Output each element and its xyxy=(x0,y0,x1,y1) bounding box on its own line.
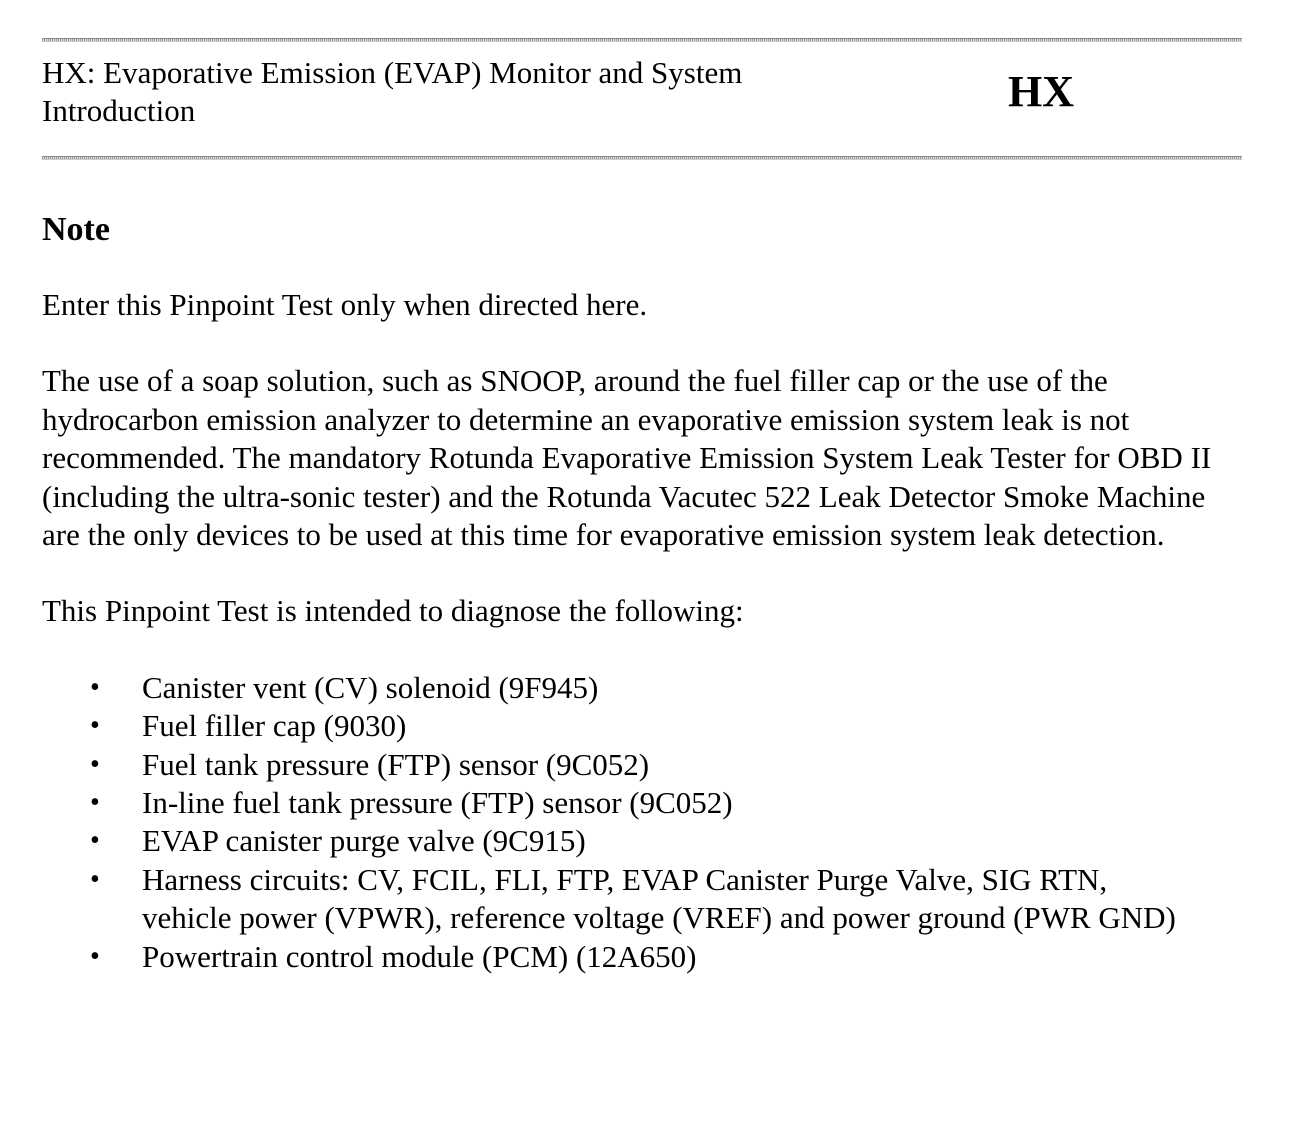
bullet: • xyxy=(90,787,100,819)
paragraph-intended-diagnosis: This Pinpoint Test is intended to diagnose the following: xyxy=(42,593,744,629)
diagnosis-list xyxy=(42,669,1242,976)
list-item xyxy=(42,938,1202,976)
bullet: • xyxy=(90,671,100,703)
list-item-text: EVAP canister purge valve (9C915) xyxy=(142,823,586,859)
list-item-text: Powertrain control module (PCM) (12A650) xyxy=(142,938,697,974)
document-body xyxy=(42,208,1242,976)
list-item xyxy=(42,746,1202,784)
paragraph-leak-detection: The use of a soap solution, such as SNOOP, around the fuel filler cap or the use of the hydrocarbon emission analyzer to determine an evaporative emission system leak is not recommended. The mandatory Rotunda Evaporative Emission System Leak Tester for OBD II (including the ultra-sonic tester) and the Rotunda Vacutec 522 Leak Detector Smoke Machine are the only devices to be used at this time for evaporative emission system leak detection. xyxy=(42,363,1212,553)
header-bottom-rule xyxy=(42,156,1242,160)
bullet: • xyxy=(90,940,100,972)
list-item-text: In-line fuel tank pressure (FTP) sensor (9C052) xyxy=(142,785,733,821)
page-title: HX: Evaporative Emission (EVAP) Monitor and System Introduction xyxy=(42,55,743,128)
section-code: HX xyxy=(1008,67,1074,116)
bullet: • xyxy=(90,710,100,742)
list-item xyxy=(42,822,1202,860)
list-item xyxy=(42,784,1202,822)
bullet: • xyxy=(90,825,100,857)
paragraph-directive: Enter this Pinpoint Test only when directed here. xyxy=(42,287,648,322)
list-item-text: Canister vent (CV) solenoid (9F945) xyxy=(142,669,599,705)
note-heading: Note xyxy=(42,211,110,248)
bullet: • xyxy=(90,748,100,780)
list-item-text: Fuel tank pressure (FTP) sensor (9C052) xyxy=(142,746,650,782)
list-item xyxy=(42,669,1202,707)
list-item xyxy=(42,861,1202,938)
bullet: • xyxy=(90,863,100,895)
header-top-rule xyxy=(42,38,1242,42)
list-item-text: Harness circuits: CV, FCIL, FLI, FTP, EVAP Canister Purge Valve, SIG RTN, vehicle power (VPWR), reference voltage (VREF) and power ground (PWR GND) xyxy=(142,861,1176,936)
list-item xyxy=(42,707,1202,745)
list-item-text: Fuel filler cap (9030) xyxy=(142,708,407,744)
